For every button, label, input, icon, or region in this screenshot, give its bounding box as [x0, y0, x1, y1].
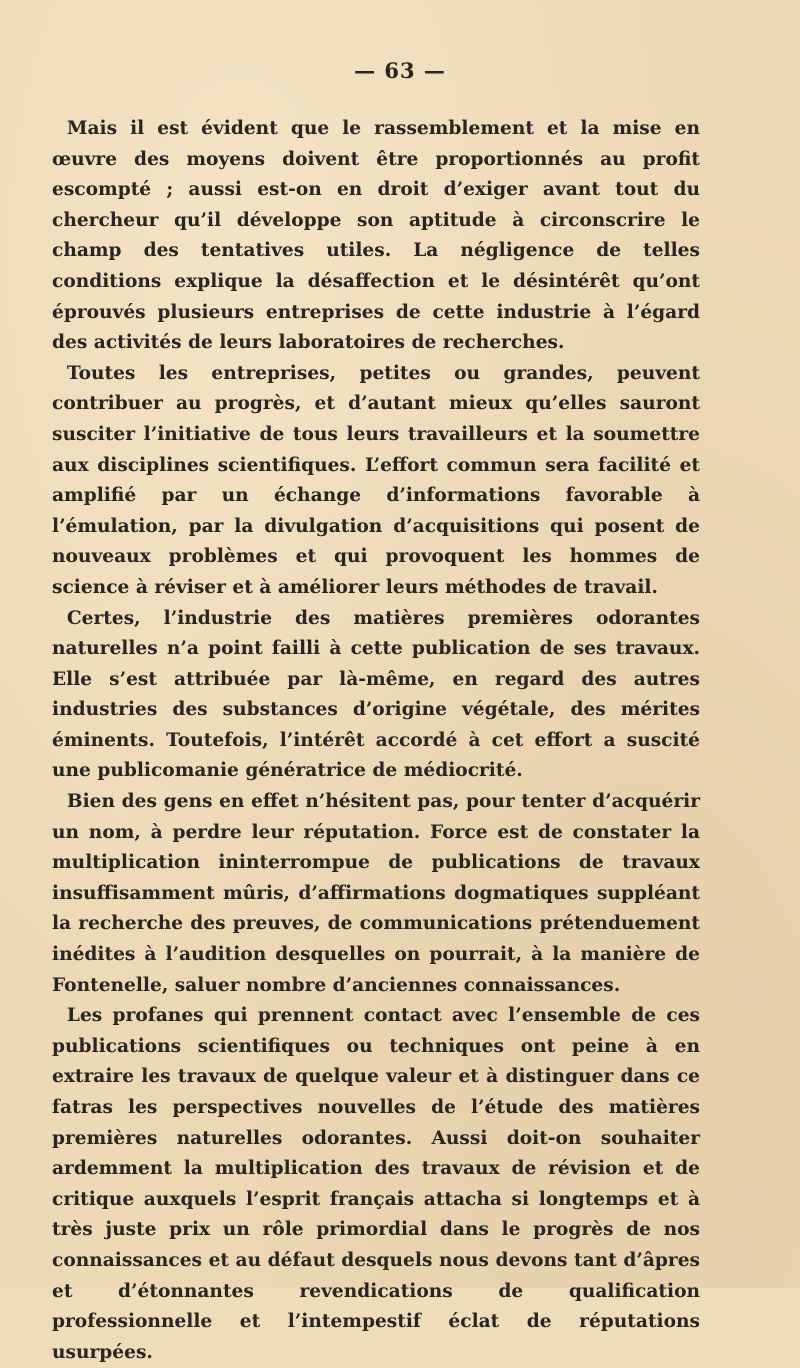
paragraph-3: Certes, l’industrie des matières premières odorantes naturelles n’a point failli à cette publication de ses travaux. Elle s’est attribuée par là-même, en regard des autres industries des substances d’origine végétale, des mérites éminents. Toutefois, l’intérêt accordé à cet effort a suscité une publicomanie génératrice de médiocrité.: [52, 607, 700, 782]
paragraph-2: Toutes les entreprises, petites ou grandes, peuvent contribuer au progrès, et d’autant mieux qu’elles sauront susciter l’initiative de tous leurs travailleurs et la soumettre aux disciplines scientifiques. L’effort commun sera facilité et amplifié par un échange d’informations favorable à l’émulation, par la divulgation d’acquisitions qui posent de nouveaux problèmes et qui provoquent les hommes de science à réviser et à améliorer leurs méthodes de travail.: [52, 362, 700, 598]
paragraph-4: Bien des gens en effet n’hésitent pas, pour tenter d’acquérir un nom, à perdre leur réputation. Force est de constater la multiplication ininterrompue de publications de travaux insuffisamment mûris, d’affirmations dogmatiques suppléant la recherche des preuves, de communications prétenduement inédites à l’audition desquelles on pourrait, à la manière de Fontenelle, saluer nombre d’anciennes connaissances.: [52, 791, 700, 996]
paragraph-1: Mais il est évident que le rassemblement et la mise en œuvre des moyens doivent être proportionnés au profit escompté ; aussi est-on en droit d’exiger avant tout du chercheur qu’il développe son aptitude à circonscrire le champ des tentatives utiles. La négligence de telles conditions explique la désaffection et le désintérêt qu’ont éprouvés plusieurs entreprises de cette industrie à l’égard des activités de leurs laboratoires de recherches.: [52, 118, 700, 354]
page-number: — 63 —: [354, 58, 446, 83]
body-text: [52, 114, 700, 1368]
paragraph-5: Les profanes qui prennent contact avec l’ensemble de ces publications scientifiques ou techniques ont peine à en extraire les travaux de quelque valeur et à distinguer dans ce fatras les perspectives nouvelles de l’étude des matières premières naturelles odorantes. Aussi doit-on souhaiter ardemment la multiplication des travaux de révision et de critique auxquels l’esprit français attacha si longtemps et à très juste prix un rôle primordial dans le progrès de nos connaissances et au défaut desquels nous devons tant d’âpres et d’étonnantes revendications de qualification professionnelle et l’intempestif éclat de réputations usurpées.: [52, 1005, 700, 1363]
